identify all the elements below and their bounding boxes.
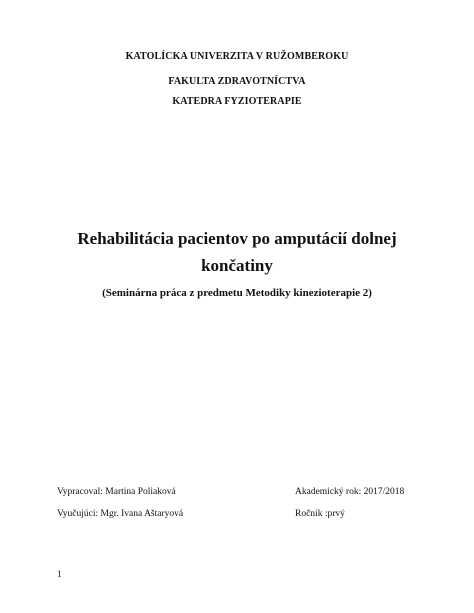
academic-year-line: Akademický rok: 2017/2018 <box>295 487 405 497</box>
document-subtitle: (Seminárna práca z predmetu Metodiky kinezioterapie 2) <box>102 287 372 299</box>
faculty-name: FAKULTA ZDRAVOTNÍCTVA <box>168 76 306 87</box>
department-name: KATEDRA FYZIOTERAPIE <box>172 96 302 107</box>
page-number: 1 <box>57 569 62 579</box>
university-name: KATOLÍCKA UNIVERZITA V RUŽOMBEROKU <box>125 51 349 62</box>
document-title-line-1: Rehabilitácia pacientov po amputácií dolnej <box>77 229 397 248</box>
grade-line: Ročník :prvý <box>295 509 345 519</box>
teacher-line: Vyučujúci: Mgr. Ivana Aštaryová <box>57 509 184 519</box>
document-title-line-2: končatiny <box>201 256 273 275</box>
author-line: Vypracoval: Martina Poliaková <box>57 487 176 497</box>
